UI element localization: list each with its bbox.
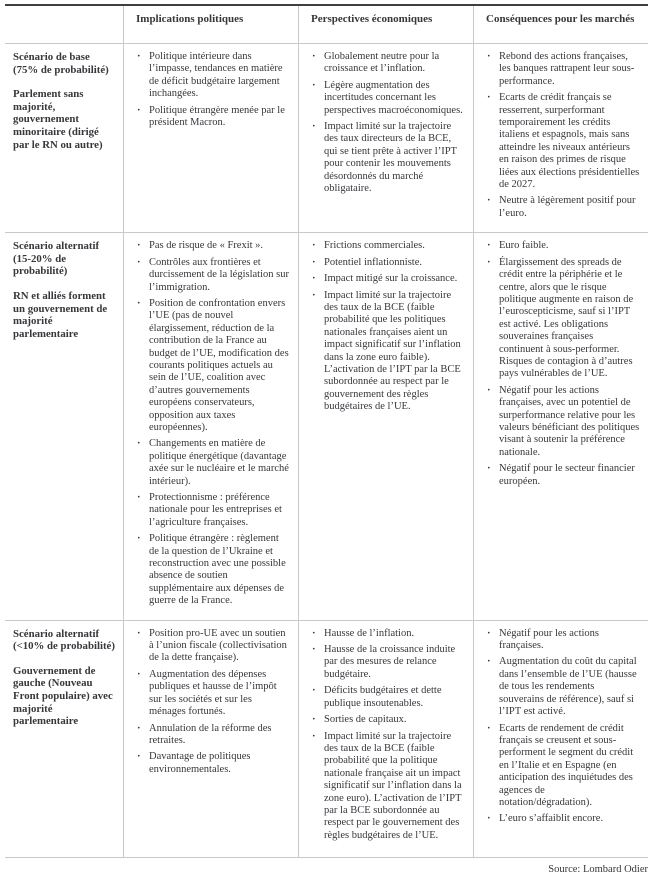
bullet-item: · Frictions commerciales. <box>311 240 465 252</box>
bullet-item: · Position pro-UE avec un soutien à l’union fiscale (collectivisation de la dette française). <box>136 628 290 665</box>
bullet-item: · Politique étrangère menée par le président Macron. <box>136 105 290 130</box>
implications-list <box>132 628 290 776</box>
bullet-item: · Globalement neutre pour la croissance et l’inflation. <box>311 51 465 76</box>
table-row-alt-scenario-rn <box>5 233 648 620</box>
bullet-item: · Rebond des actions françaises, les banques rattrapent leur sous-performance. <box>486 51 640 88</box>
implications-cell <box>123 621 298 857</box>
bullet-item: · Impact limité sur la trajectoire des taux de la BCE (faible probabilité que la politique nationale française ait un impact significatif sur l’inflation dans la zone euro). L’activation de l’IPT par la BCE subordonnée au respect par le gouvernement des règles budgétaires de l’UE. <box>311 731 465 843</box>
bullet-item: · Protectionnisme : préférence nationale pour les entreprises et l’agriculture françaises. <box>136 492 290 529</box>
bullet-item: · Impact limité sur la trajectoire des taux de la BCE (faible probabilité que les politiques nationales françaises aient un impact significatif sur l’inflation dans la zone euro faible). L’activation de l’IPT par la BCE subordonnée au respect par le gouvernement des règles budgétaires de l’UE. <box>311 290 465 414</box>
header-cell-perspectives: Perspectives économiques <box>298 6 473 43</box>
bullet-item: · Négatif pour les actions françaises. <box>486 628 640 653</box>
bullet-item: · Ecarts de crédit français se resserrent, surperformant temporairement les crédits italiens et espagnols, mais sans atteindre les niveaux antérieurs en raison des primes de risque liées aux élections présidentielles de 2027. <box>486 92 640 191</box>
bullet-item: · Potentiel inflationniste. <box>311 257 465 269</box>
bullet-item: · Position de confrontation envers l’UE (pas de nouvel élargissement, réduction de la contribution de la France au budget de l’UE, modification des courants politiques actuels au sein de l’UE, coalition avec d’autres gouvernements européens conservateurs, opposition aux taxes européennes). <box>136 298 290 434</box>
header-cell-empty <box>5 6 123 43</box>
scenario-title: Scénario alternatif (<10% de probabilité) <box>13 627 115 653</box>
bullet-item: · Politique étrangère : règlement de la question de l’Ukraine et reconstruction avec une possible absence de soutien supplémentaire aux dépenses de guerre de la France. <box>136 533 290 607</box>
scenario-table-document <box>5 4 648 878</box>
bullet-item: · Contrôles aux frontières et durcissement de la législation sur l’immigration. <box>136 257 290 294</box>
header-cell-consequences: Conséquences pour les marchés <box>473 6 648 43</box>
bullet-item: · Politique intérieure dans l’impasse, tendances en matière de déficit budgétaire largement inchangées. <box>136 51 290 101</box>
bullet-item: · Hausse de l’inflation. <box>311 628 465 640</box>
implications-list <box>132 240 290 607</box>
scenario-cell <box>5 44 123 232</box>
bullet-item: · Négatif pour le secteur financier européen. <box>486 463 640 488</box>
table-row-alt-scenario-left <box>5 621 648 858</box>
bullet-item: · Légère augmentation des incertitudes concernant les perspectives macroéconomiques. <box>311 80 465 117</box>
perspectives-cell <box>298 621 473 857</box>
header-cell-implications: Implications politiques <box>123 6 298 43</box>
bullet-item: · Ecarts de rendement de crédit français se creusent et sous-performent le segment du crédit en l’Italie et en Espagne (en anticipation des inquiétudes des agences de notation/dégradation). <box>486 723 640 810</box>
perspectives-cell <box>298 44 473 232</box>
bullet-item: · Sorties de capitaux. <box>311 714 465 726</box>
consequences-cell <box>473 233 648 619</box>
scenario-title: Scénario alternatif (15-20% de probabilité) <box>13 240 100 278</box>
bullet-item: · Déficits budgétaires et dette publique insoutenables. <box>311 685 465 710</box>
bullet-item: · Élargissement des spreads de crédit entre la périphérie et le centre, alors que le risque politique augmente en raison de l’euroscepticisme, sauf si l’IPT est activé. Les obligations souveraines françaises continuent à sous-performer. Risques de contagion à d’autres pays vulnérables de l’UE. <box>486 257 640 381</box>
scenario-subtitle: RN et alliés forment un gouvernement de majorité parlementaire <box>13 290 108 340</box>
consequences-cell <box>473 44 648 232</box>
bullet-item: · Hausse de la croissance induite par des mesures de relance budgétaire. <box>311 644 465 681</box>
scenario-cell <box>5 621 123 857</box>
bullet-item: · Impact mitigé sur la croissance. <box>311 273 465 285</box>
bullet-item: · Euro faible. <box>486 240 640 252</box>
consequences-list <box>482 628 640 826</box>
perspectives-list <box>307 628 465 843</box>
consequences-list <box>482 51 640 220</box>
bullet-item: · Neutre à légèrement positif pour l’euro. <box>486 195 640 220</box>
source-attribution: Source: Lombard Odier <box>548 863 648 875</box>
scenario-subtitle: Gouvernement de gauche (Nouveau Front populaire) avec majorité parlementaire <box>13 664 113 728</box>
consequences-list <box>482 240 640 488</box>
bullet-item: · Augmentation du coût du capital dans l’ensemble de l’UE (hausse de tous les rendements souverains de référence), sauf si l’IPT est activé. <box>486 656 640 718</box>
implications-cell <box>123 44 298 232</box>
table-header-row <box>5 6 648 44</box>
perspectives-cell <box>298 233 473 619</box>
bullet-item: · Pas de risque de « Frexit ». <box>136 240 290 252</box>
scenario-cell <box>5 233 123 619</box>
bullet-item: · L’euro s’affaiblit encore. <box>486 813 640 825</box>
bullet-item: · Négatif pour les actions françaises, avec un potentiel de surperformance relative pour les valeurs bénéficiant des politiques visant à soutenir la préférence nationale. <box>486 385 640 459</box>
implications-list <box>132 51 290 129</box>
scenario-table <box>5 4 648 858</box>
bullet-item: · Annulation de la réforme des retraites. <box>136 723 290 748</box>
perspectives-list <box>307 240 465 413</box>
scenario-subtitle: Parlement sans majorité, gouvernement minoritaire (dirigé par le RN ou autre) <box>13 88 103 151</box>
bullet-item: · Augmentation des dépenses publiques et hausse de l’impôt sur les sociétés et sur les ménages fortunés. <box>136 669 290 719</box>
bullet-item: · Impact limité sur la trajectoire des taux directeurs de la BCE, qui se tient prête à activer l’IPT pour contenir les mouvements désordonnés du marché obligataire. <box>311 121 465 195</box>
perspectives-list <box>307 51 465 195</box>
bullet-item: · Davantage de politiques environnementales. <box>136 751 290 776</box>
implications-cell <box>123 233 298 619</box>
scenario-title: Scénario de base (75% de probabilité) <box>13 51 109 76</box>
consequences-cell <box>473 621 648 857</box>
bullet-item: · Changements en matière de politique énergétique (davantage axée sur le nucléaire et le marché intérieur). <box>136 438 290 488</box>
table-row-base-scenario <box>5 44 648 233</box>
